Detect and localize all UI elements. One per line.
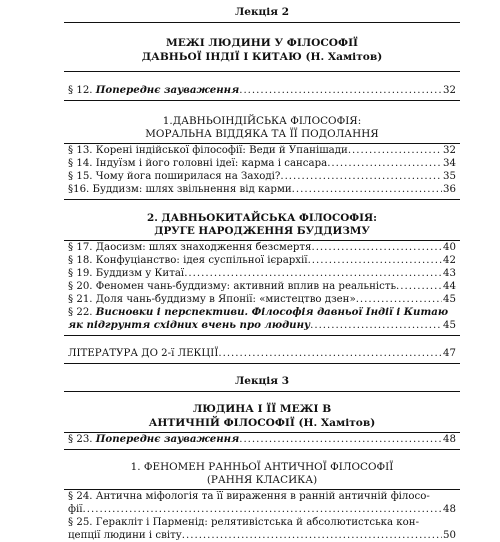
toc-entry-22[interactable]: [68, 306, 456, 332]
entry-title: Попереднє зауваження: [95, 433, 240, 445]
toc-entry-14[interactable]: [68, 157, 456, 170]
page-number: 44: [443, 281, 456, 292]
toc-entry-21[interactable]: [68, 293, 456, 306]
page-number: 32: [443, 145, 456, 156]
dot-leader: [239, 84, 442, 97]
dot-leader: [182, 529, 442, 542]
page-number: 47: [443, 348, 456, 359]
dot-leader: [356, 293, 442, 306]
entry-title: § 18. Конфуціанство: ідея суспільної ієрархії: [68, 255, 308, 266]
toc-entry-18[interactable]: [68, 254, 456, 267]
entry-title: ЛІТЕРАТУРА ДО 2-ї ЛЕКЦІЇ: [68, 348, 219, 359]
lecture-2-heading: Лекція 2: [234, 6, 289, 18]
toc-entry-24[interactable]: [68, 490, 456, 516]
entry-number: § 22.: [68, 307, 93, 318]
page-number: 42: [443, 255, 456, 266]
entry-number: § 23.: [68, 434, 93, 445]
entry-title: § 14. Індуїзм і його головні ідеї: карма і сансара: [68, 158, 328, 169]
page-number: 45: [443, 294, 456, 305]
entry-title: § 21. Доля чань-буддизму в Японії: «мистецтво дзен»: [68, 294, 356, 305]
dot-leader: [292, 183, 442, 196]
entry-title: § 20. Феномен чань-буддизму: активний вплив на реальність: [68, 281, 397, 292]
page-number: 32: [443, 85, 456, 96]
dot-leader: [184, 267, 442, 280]
dot-leader: [396, 280, 442, 293]
dot-leader: [239, 433, 442, 446]
toc-entry-20[interactable]: [68, 280, 456, 293]
toc-entry-17[interactable]: [68, 241, 456, 254]
entry-title-line2: як підгрунтя східних вчень про людину: [68, 319, 311, 331]
part-2-title-line1: 2. ДАВНЬОКИТАЙСЬКА ФІЛОСОФІЯ:: [146, 212, 378, 224]
page-number: 45: [443, 320, 456, 331]
page-number: 43: [443, 268, 456, 279]
toc-entry-25[interactable]: [68, 516, 456, 542]
dot-leader: [348, 144, 442, 157]
entry-title: § 17. Даосизм: шлях знаходження безсмертя: [68, 242, 312, 253]
entry-number: § 12.: [68, 85, 93, 96]
entry-title-line1: Висновки і перспективи. Філософія давньої Індії і Китаю: [95, 306, 449, 318]
page-number: 48: [443, 434, 456, 445]
dot-leader: [308, 254, 442, 267]
entry-title: Попереднє зауваження: [95, 84, 240, 96]
part-1-title-line2: МОРАЛЬНА ВІДДЯКА ТА ЇЇ ПОДОЛАННЯ: [145, 128, 379, 140]
page-number: 36: [443, 184, 456, 195]
toc-entry-13[interactable]: [68, 144, 456, 157]
lecture-3-heading: Лекція 3: [234, 375, 289, 387]
lecture-3-title-line1: ЛЮДИНА І ЇЇ МЕЖІ В: [192, 403, 332, 415]
toc-entry-16[interactable]: [68, 183, 456, 196]
page-number: 50: [443, 530, 456, 541]
entry-title: §16. Буддизм: шлях звільнення від карми: [68, 184, 292, 195]
lecture-2-title-line2: ДАВНЬОЇ ІНДІЇ І КИТАЮ (Н. Хамітов): [141, 50, 383, 63]
entry-title: § 13. Корені індійської філософії: Веди й Упанішади: [68, 145, 348, 156]
toc-entry-15[interactable]: [68, 170, 456, 183]
dot-leader: [280, 170, 442, 183]
entry-title: § 15. Чому йога поширилася на Заході?: [68, 171, 281, 182]
toc-entry-literature[interactable]: [68, 347, 456, 360]
part-1-title-line1: 1.ДАВНЬОІНДІЙСЬКА ФІЛОСОФІЯ:: [162, 115, 362, 127]
entry-title-line1: § 25. Геракліт і Парменід: релятивістська й абсолютистська кон-: [68, 517, 420, 528]
l3-part-1-title-line2: (РАННЯ КЛАСИКА): [206, 474, 318, 486]
toc-entry-12[interactable]: [68, 84, 456, 97]
lecture-2-title-line1: МЕЖІ ЛЮДИНИ У ФІЛОСОФІЇ: [166, 37, 358, 49]
page-number: 48: [443, 504, 456, 515]
toc-entry-19[interactable]: [68, 267, 456, 280]
page-number: 34: [443, 158, 456, 169]
dot-leader: [310, 319, 442, 332]
entry-title-line1: § 24. Антична міфологія та її вираження в ранній античній філосо-: [68, 491, 430, 502]
entry-title-line2: фії: [68, 504, 83, 515]
page-number: 35: [443, 171, 456, 182]
dot-leader: [311, 241, 442, 254]
dot-leader: [327, 157, 442, 170]
l3-part-1-title-line1: 1. ФЕНОМЕН РАННЬОЇ АНТИЧНОЇ ФІЛОСОФІЇ: [130, 461, 394, 473]
dot-leader: [83, 503, 443, 516]
page-number: 40: [443, 242, 456, 253]
part-2-title-line2: ДРУГЕ НАРОДЖЕННЯ БУДДИЗМУ: [154, 225, 370, 237]
entry-title: § 19. Буддизм у Китаї: [68, 268, 185, 279]
entry-title-line2: цепції людини і світу: [68, 530, 182, 541]
toc-entry-23[interactable]: [68, 433, 456, 446]
dot-leader: [218, 347, 442, 360]
lecture-3-title-line2: АНТИЧНІЙ ФІЛОСОФІЇ (Н. Хамітов): [148, 416, 376, 429]
